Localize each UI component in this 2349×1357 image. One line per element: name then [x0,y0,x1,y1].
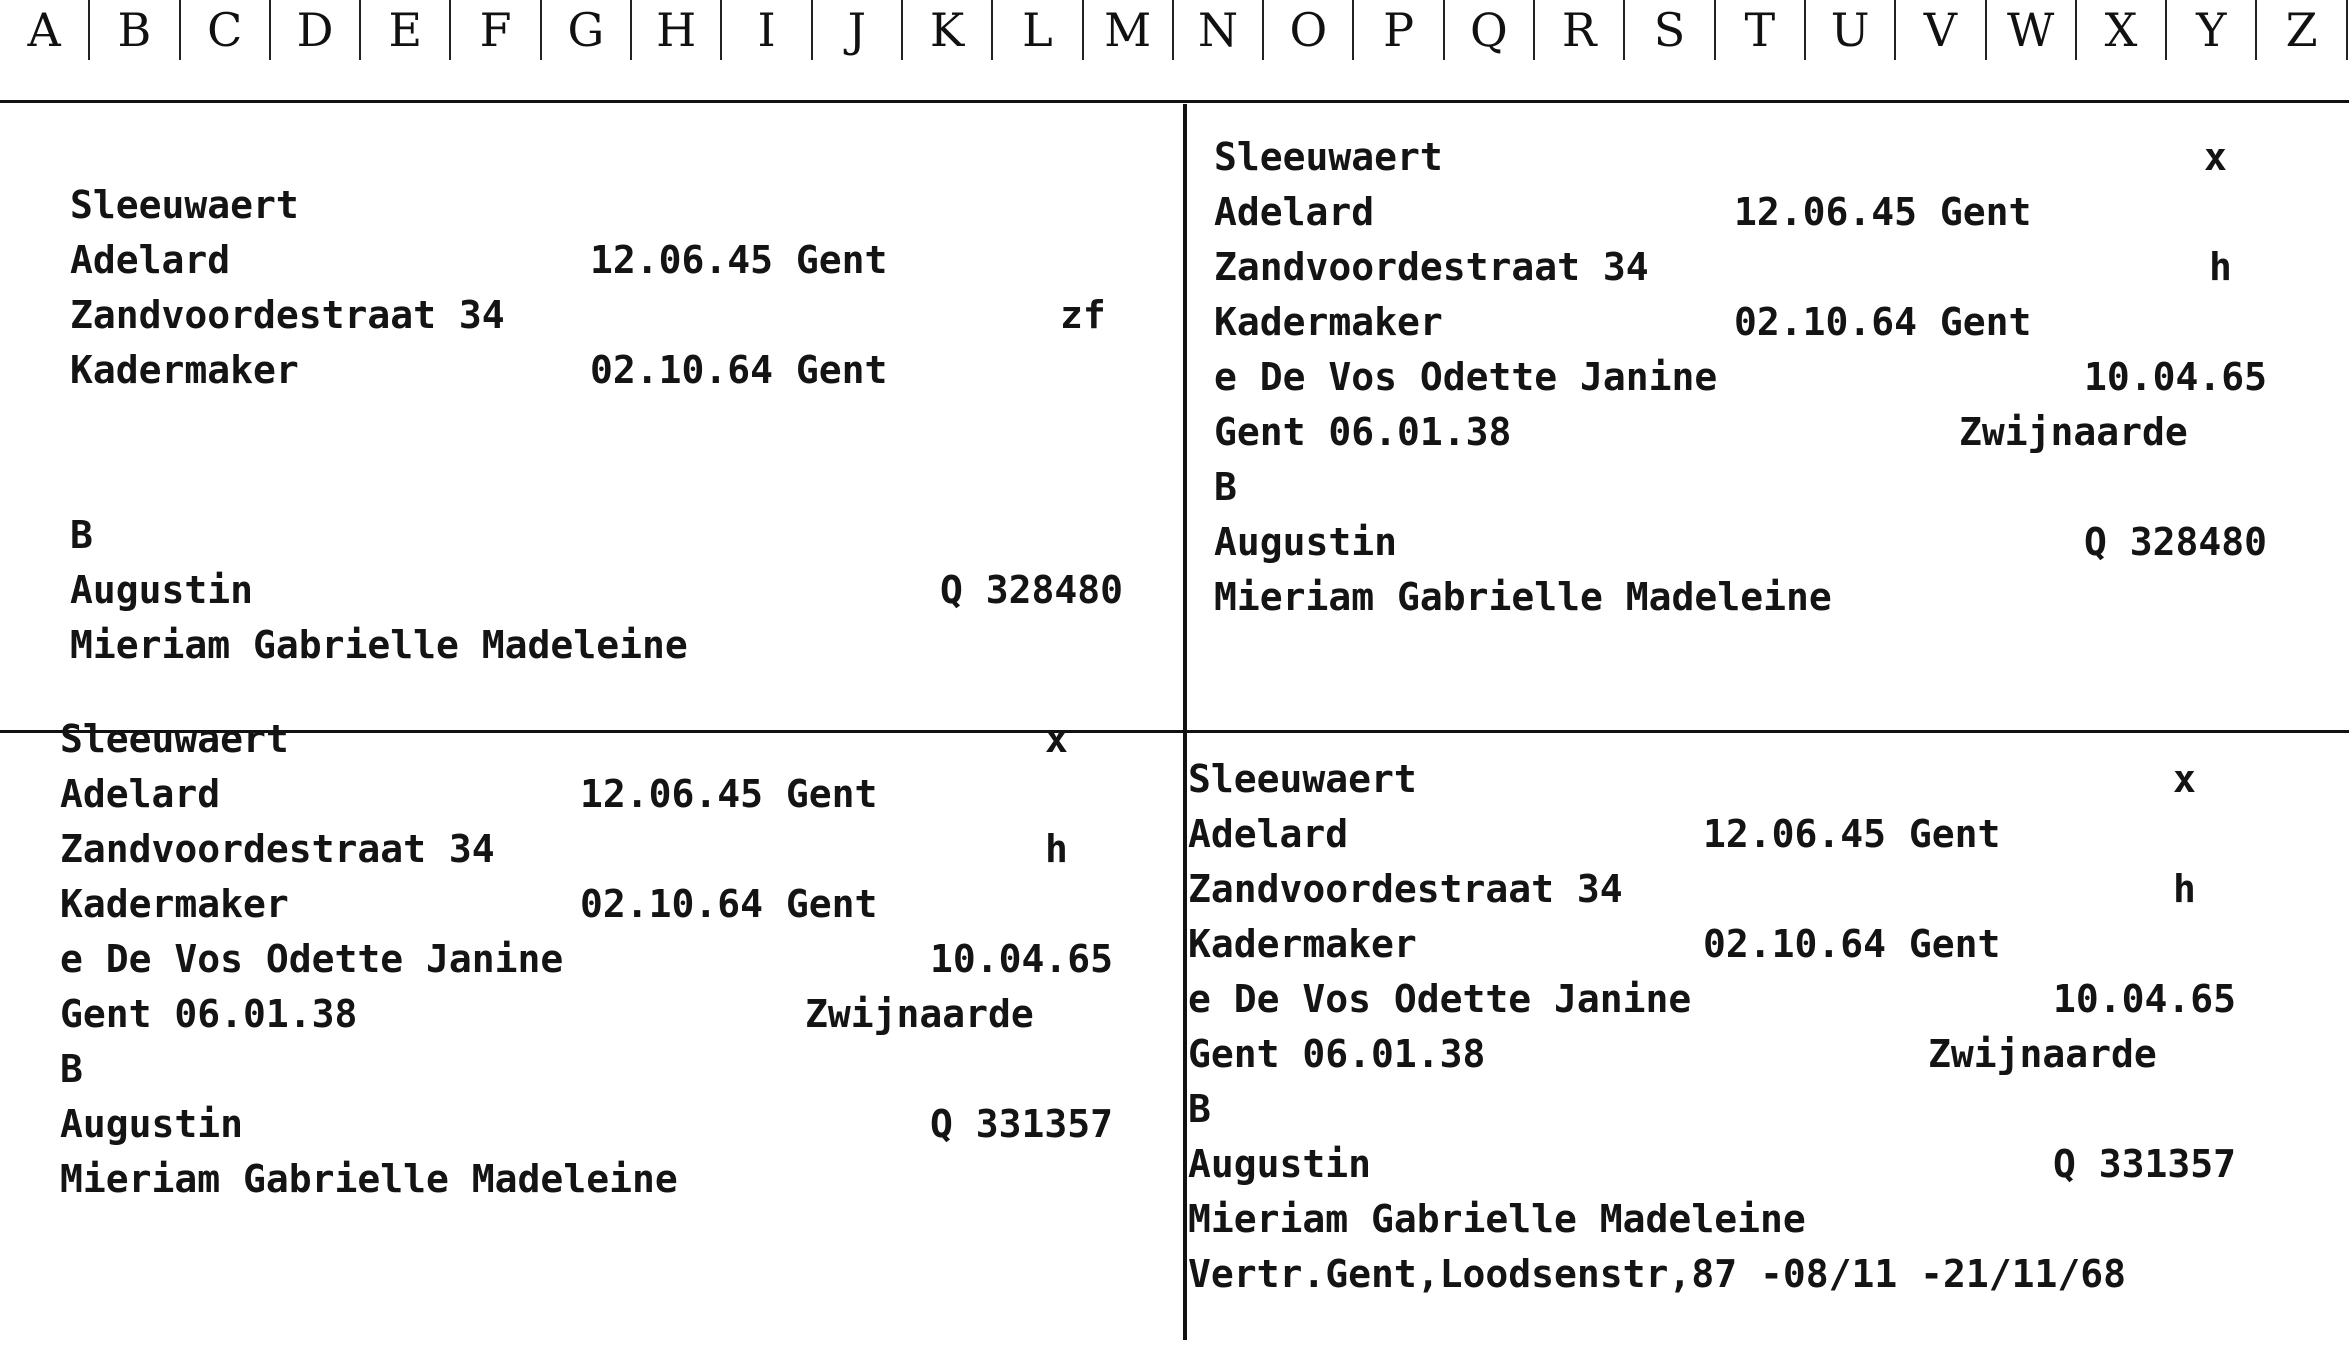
index-letter: W [1987,0,2077,60]
residence-date: 02.10.64 Gent [590,348,888,392]
index-letter: X [2077,0,2167,60]
father-name: Augustin [1188,1142,1372,1186]
marriage-place: Zwijnaarde [805,992,1034,1036]
index-letter: J [813,0,903,60]
vertical-card-divider [1183,104,1187,1340]
card-number: Q 331357 [2053,1142,2237,1186]
alphabet-index-strip [0,0,2349,60]
surname: Sleeuwaert [60,717,289,761]
marriage-date: 10.04.65 [2084,355,2268,399]
index-letter: Z [2257,0,2347,60]
residence-date: 02.10.64 Gent [1734,300,2032,344]
spouse-name: e De Vos Odette Janine [60,937,564,981]
card-number: Q 328480 [2084,520,2268,564]
birth-date-place: 12.06.45 Gent [590,238,888,282]
corner-mark: x [1045,717,1068,761]
index-letter: D [271,0,361,60]
index-letter: K [903,0,993,60]
spouse-birth: Gent 06.01.38 [1214,410,1512,454]
index-letter: E [361,0,451,60]
index-letter: R [1535,0,1625,60]
surname: Sleeuwaert [70,183,299,227]
index-letter: C [181,0,271,60]
index-letter: Y [2167,0,2257,60]
corner-mark: x [2204,135,2227,179]
status-mark: h [2173,867,2196,911]
index-divider-line [0,100,2349,103]
index-letter: V [1896,0,1986,60]
mother-name: Mieriam Gabrielle Madeleine [60,1157,678,1201]
record-card-bottom-left [60,712,1160,1207]
birth-date-place: 12.06.45 Gent [580,772,878,816]
father-name: Augustin [70,568,254,612]
index-letter: B [90,0,180,60]
departure-note: Vertr.Gent,Loodsenstr,87 -08/11 -21/11/68 [1188,1252,2126,1296]
father-name: Augustin [60,1102,244,1146]
mother-name: Mieriam Gabrielle Madeleine [70,623,688,667]
index-letter: M [1084,0,1174,60]
marriage-date: 10.04.65 [2053,977,2237,1021]
profession: Kadermaker [70,348,299,392]
record-card-bottom-right [1188,752,2308,1302]
spouse-name: e De Vos Odette Janine [1188,977,1692,1021]
index-letter: F [451,0,541,60]
spouse-birth: Gent 06.01.38 [60,992,358,1036]
profession: Kadermaker [1188,922,1417,966]
nationality: B [1188,1087,1211,1131]
index-letter: U [1806,0,1896,60]
index-letter: A [0,0,90,60]
index-letter: H [632,0,722,60]
card-number: Q 331357 [930,1102,1114,1146]
nationality: B [1214,465,1237,509]
marriage-place: Zwijnaarde [1959,410,2188,454]
index-letter: O [1264,0,1354,60]
record-card-top-left [70,178,1150,673]
address: Zandvoordestraat 34 [1188,867,1623,911]
marriage-date: 10.04.65 [930,937,1114,981]
status-mark: h [2209,245,2232,289]
status-mark: zf [1060,293,1106,337]
index-letter: I [722,0,812,60]
first-name: Adelard [1188,812,1349,856]
card-number: Q 328480 [940,568,1124,612]
address: Zandvoordestraat 34 [60,827,495,871]
surname: Sleeuwaert [1188,757,1417,801]
birth-date-place: 12.06.45 Gent [1703,812,2001,856]
surname: Sleeuwaert [1214,135,1443,179]
mother-name: Mieriam Gabrielle Madeleine [1214,575,1832,619]
marriage-place: Zwijnaarde [1928,1032,2157,1076]
address: Zandvoordestraat 34 [1214,245,1649,289]
spouse-birth: Gent 06.01.38 [1188,1032,1486,1076]
profession: Kadermaker [1214,300,1443,344]
address: Zandvoordestraat 34 [70,293,505,337]
index-letter: N [1174,0,1264,60]
status-mark: h [1045,827,1068,871]
nationality: B [60,1047,83,1091]
index-letter: P [1354,0,1444,60]
index-letter: G [542,0,632,60]
index-letter: T [1716,0,1806,60]
residence-date: 02.10.64 Gent [580,882,878,926]
birth-date-place: 12.06.45 Gent [1734,190,2032,234]
index-letter: L [993,0,1083,60]
first-name: Adelard [70,238,231,282]
nationality: B [70,513,93,557]
father-name: Augustin [1214,520,1398,564]
residence-date: 02.10.64 Gent [1703,922,2001,966]
first-name: Adelard [1214,190,1375,234]
record-card-top-right [1214,130,2314,625]
index-letter: Q [1445,0,1535,60]
spouse-name: e De Vos Odette Janine [1214,355,1718,399]
corner-mark: x [2173,757,2196,801]
first-name: Adelard [60,772,221,816]
profession: Kadermaker [60,882,289,926]
index-letter: S [1625,0,1715,60]
mother-name: Mieriam Gabrielle Madeleine [1188,1197,1806,1241]
